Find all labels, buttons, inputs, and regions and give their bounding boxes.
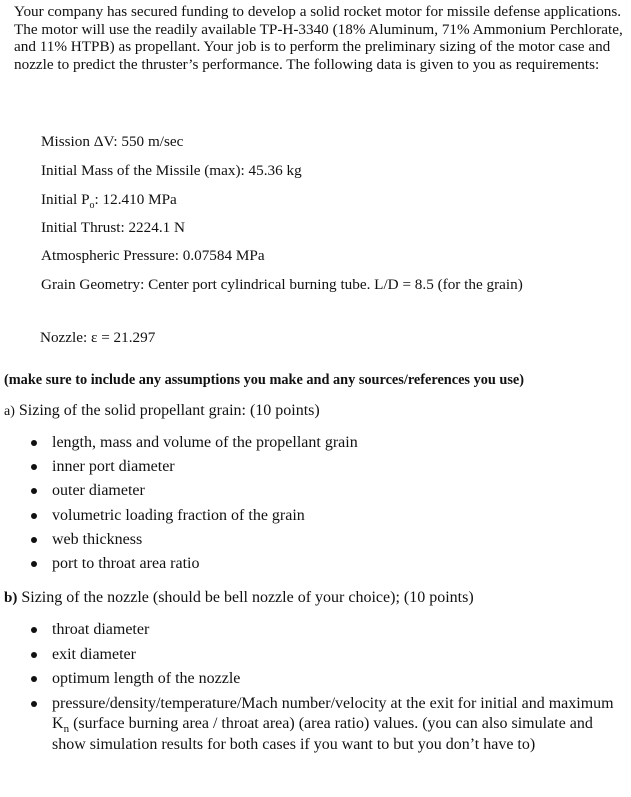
part-a-title: Sizing of the solid propellant grain: (10 points) [14, 402, 320, 419]
req-initial-thrust: Initial Thrust: 2224.1 N [41, 219, 185, 236]
bullet-icon [31, 676, 37, 682]
last-item-pre: pressure/density/temperature/Mach number/velocity at the exit for initial and maximum K [52, 694, 614, 733]
part-b-list [0, 618, 631, 755]
bullet-icon [31, 537, 37, 543]
req-initial-mass: Initial Mass of the Missile (max): 45.36 kg [41, 162, 302, 179]
bullet-icon [31, 652, 37, 658]
list-item: volumetric loading fraction of the grain [0, 504, 631, 528]
req-atm-pressure: Atmospheric Pressure: 0.07584 MPa [41, 247, 265, 264]
req-grain-geometry: Grain Geometry: Center port cylindrical burning tube. L/D = 8.5 (for the grain) [41, 276, 523, 293]
list-item: throat diameter [0, 618, 631, 643]
bullet-icon [31, 513, 37, 519]
last-item-post: (surface burning area / throat area) (area ratio) values. (you can also simulate and show simulation results for both cases if you want to but you don’t have to) [52, 715, 593, 753]
part-a-heading [4, 401, 624, 421]
assumptions-note: (make sure to include any assumptions you make and any sources/references you use) [4, 372, 525, 388]
list-item: outer diameter [0, 479, 631, 503]
req-initial-po-value: : 12.410 MPa [94, 191, 177, 208]
req-nozzle: Nozzle: ε = 21.297 [40, 329, 156, 346]
req-mission-dv: Mission ΔV: 550 m/sec [41, 133, 184, 150]
part-a-letter: a) [4, 404, 15, 419]
req-initial-po-label: Initial P [41, 191, 90, 208]
part-a-list [0, 431, 631, 576]
part-b-title: Sizing of the nozzle (should be bell nozzle of your choice); (10 points) [17, 589, 474, 606]
list-item [0, 692, 631, 756]
list-item: length, mass and volume of the propellant grain [0, 431, 631, 455]
req-initial-po [41, 191, 601, 212]
list-item: web thickness [0, 528, 631, 552]
list-item: optimum length of the nozzle [0, 667, 631, 692]
bullet-icon [31, 464, 37, 470]
bullet-icon [31, 440, 37, 446]
list-item: exit diameter [0, 643, 631, 668]
last-item-sub: n [63, 723, 70, 736]
bullet-icon [31, 561, 37, 567]
req-initial-po-sub: o [89, 200, 95, 212]
intro-paragraph: Your company has secured funding to develop a solid rocket motor for missile defense applications. The motor will use the readily available TP-H-3340 (18% Aluminum, 71% Ammonium Perchlorate, and 11% HTPB) as propellant. Your job is to perform the preliminary sizing of the motor case and nozzle to predict the thruster’s performance. The following data is given to you as requirements: [14, 3, 623, 73]
part-b-letter: b) [4, 590, 18, 606]
bullet-icon [31, 701, 37, 707]
list-item: port to throat area ratio [0, 552, 631, 576]
bullet-icon [31, 627, 37, 633]
list-item: inner port diameter [0, 455, 631, 479]
part-b-heading [4, 588, 624, 608]
bullet-icon [31, 488, 37, 494]
